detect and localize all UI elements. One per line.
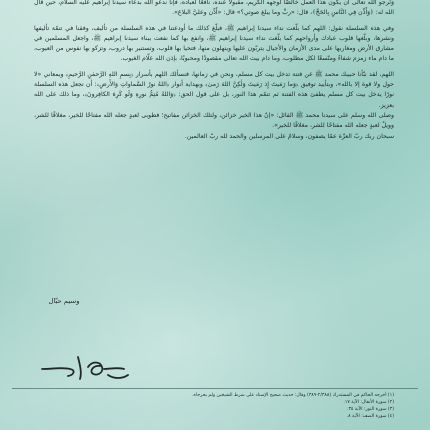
body-text xyxy=(34,0,394,142)
paragraph-1: وَنَرجو الله تعالى أن يكون هذا العمل خالصًا لوجهه الكريم، مقبولًا عنده، نافعًا لعباده، فإنا ندعو الله بدعاء سيدنا إبراهيم عليه السلام، حين قال الله له: ﴿وَأَذِّن فِي النَّاسِ بِالحَجِّ﴾، قال: «ربِّ وما يبلغ صوتي؟» قال: «أَذِّن وعليَّ البلاغ». xyxy=(34,0,394,17)
signature-block xyxy=(0,297,128,305)
footnotes xyxy=(34,392,394,420)
footnote-4: (٤) سورة الصف: الآية ٨. xyxy=(346,414,394,419)
signature-name: وسيم حبّال xyxy=(48,297,80,305)
footnote-2: (٢) سورة الأنفال: الآية ١٧. xyxy=(343,400,394,405)
paragraph-3: اللهم، لقد نبّأنا حبيبك محمد ﷺ عن فتنة تدخل بيت كل مسلم، ونحن في زمانها، فنسألك اللهم بأسرار ﴿بِسمِ اللهِ الرَّحمٰنِ الرَّحيمِ﴾ وبمعاني «لا حول ولا قوة إلا بالله»، وبتأييد توفيق ﴿وَما رَمَيتَ إِذ رَمَيتَ وَلٰكِنَّ اللهَ رَمىٰ﴾ وبهداية أنوار ﴿اللهُ نورُ السَّماواتِ وَالأَرضِ﴾: أن تجعل هذه السلسلة نورًا يدخل بيت كل مسلم يطفئ هذه الفتنة ثم تتمّم هذا النور، بل على قول الحق: ﴿وَاللهُ مُتِمُّ نورِهِ وَلَو كَرِهَ الكافِرونَ﴾، وما ذلك على الله بعزيز. xyxy=(34,70,394,109)
footnote-3: (٣) سورة النور: الآية ٣٥. xyxy=(347,407,394,412)
footnote-1: (١) أخرجه الحاكم في المستدرك (٢/٣٨٨-٣٨٩) وقال: حديث صحيح الإسناد على شرط الشيخين ولم يخرجاه. xyxy=(192,393,394,398)
footnote-divider xyxy=(12,388,418,389)
paragraph-4: وصلى الله وسلم على سيدنا محمد ﷺ القائل: «إنّ هذا الخير خزائن، ولتلك الخزائن مفاتيح؛ فطوبى لعبدٍ جعله الله مفتاحًا للخير، مغلاقًا للشر، وويلٌ لعبدٍ جعله الله مفتاحًا للشر، مغلاقًا للخير». xyxy=(34,111,394,130)
paragraph-5: سبحان ربك ربّ العزّة عمّا يصفون، وسلامٌ على المرسلين والحمد لله ربّ العالمين. xyxy=(184,132,394,140)
signature-icon xyxy=(38,345,134,385)
paragraph-2: وفي هذه السلسلة نقول: اللهم كما بلّغت نداء سيدنا إبراهيم ﷺ، فبلّغ كذلك ما أودعتنا في هذه السلسلة من تأليف، وفقنا في تتمّة تأليفها ونشرها، وبلّغها قلوب عبادك وأرواحهم كما بلّغت نداء سيدنا إبراهيم ﷺ، وانفع بها كما نفعت ببناء سيدنا إبراهيم ﷺ، واجعل المسلمين في مشارق الأرض ومغاربها على مدى الأزمان والأجيال يتربّون عليها وينهلون منها، فتحيا بها قلوب، وتستنير بها دروب، وتزكو بها نفوس من العيوب، ما دام ماء زمزم شفاءً ومتّسعًا لكل مطلوب، وما دام بيت الله تعالى مقصودًا ومحبوبًا، بإذن الله علّام الغيوب. xyxy=(34,24,394,63)
